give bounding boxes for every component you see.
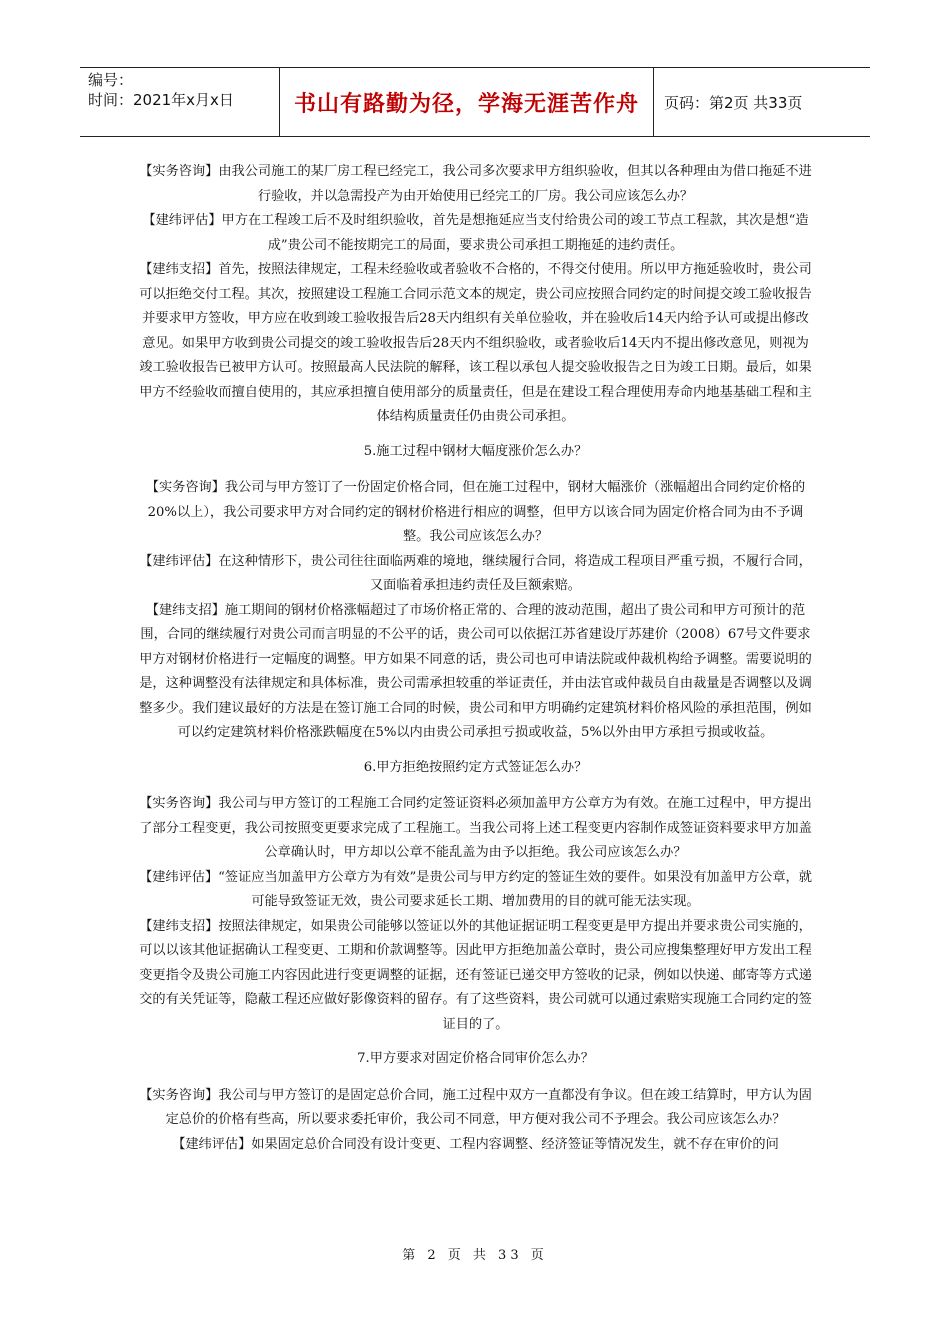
paragraph-advice: 【建纬支招】首先，按照法律规定，工程未经验收或者验收不合格的，不得交付使用。所以甲方拖延验收时，贵公司可以拒绝交付工程。其次，按照建设工程施工合同示范文本的规定，贵公司应按照合同约定的时间提交竣工验收报告并要求甲方签收，甲方应在收到竣工验收报告后28天内组织有关单位验收，并在验收后14天内给予认可或提出修改意见。如果甲方收到贵公司提交的竣工验收报告后28天内不组织验收，或者验收后14天内不提出修改意见，则视为竣工验收报告已被甲方认可。按照最高人民法院的解释，该工程以承包人提交验收报告之日为竣工日期。最后，如果甲方不经验收而擅自使用的，其应承担擅自使用部分的质量责任，但是在建设工程合理使用寿命内地基基础工程和主体结构质量责任仍由贵公司承担。: [139, 262, 812, 424]
header-motto: 书山有路勤为径，学海无涯苦作舟: [293, 91, 639, 117]
paragraph-assessment: 【建纬评估】在这种情形下，贵公司往往面临两难的境地，继续履行合同，将造成工程项目严重亏损，不履行合同，又面临着承担违约责任及巨额索赔。: [139, 553, 812, 593]
paragraph-advice: 【建纬支招】按照法律规定，如果贵公司能够以签证以外的其他证据证明工程变更是甲方提出并要求贵公司实施的，可以以该其他证据确认工程变更、工期和价款调整等。因此甲方拒绝加盖公章时，贵公司应搜集整理好甲方发出工程变更指令及贵公司施工内容因此进行变更调整的证据，还有签证已递交甲方签收的记录，例如以快递、邮寄等方式递交的有关凭证等，隐蔽工程还应做好影像资料的留存。有了这些资料，贵公司就可以通过索赔实现施工合同约定的签证目的了。: [139, 918, 812, 1032]
section-fixed-price-audit: [138, 1047, 813, 1157]
document-body: [138, 160, 813, 1157]
section-title: 7.甲方要求对固定价格合同审价怎么办？: [357, 1051, 594, 1066]
section-workshop-acceptance: [138, 160, 813, 430]
paragraph-consult: 【实务咨询】由我公司施工的某厂房工程已经完工，我公司多次要求甲方组织验收，但其以各种理由为借口拖延不进行验收，并以急需投产为由开始使用已经完工的厂房。我公司应该怎么办？: [139, 164, 812, 204]
section-title: 6.甲方拒绝按照约定方式签证怎么办？: [363, 759, 588, 775]
paragraph-assessment: 【建纬评估】如果固定总价合同没有设计变更、工程内容调整、经济签证等情况发生，就不存在审价的问: [172, 1136, 779, 1152]
header-meta-cell: [80, 68, 280, 136]
header-motto-cell: [280, 68, 654, 136]
document-number-label: 编号：: [88, 71, 134, 89]
document-time-label: 时间：2021年x月x日: [88, 91, 234, 109]
page-footer: 第 2 页 共 33 页: [402, 1248, 548, 1263]
header-page-cell: [654, 68, 870, 136]
paragraph-consult: 【实务咨询】我公司与甲方签订了一份固定价格合同，但在施工过程中，钢材大幅涨价（涨幅超出合同约定价格的20%以上），我公司要求甲方对合同约定的钢材价格进行相应的调整，但甲方以该合同为固定价格合同为由不予调整。我公司应该怎么办？: [145, 480, 806, 544]
paragraph-advice: 【建纬支招】施工期间的钢材价格涨幅超过了市场价格正常的、合理的波动范围，超出了贵公司和甲方可预计的范围，合同的继续履行对贵公司而言明显的不公平的话，贵公司可以依据江苏省建设厅苏建价（2008）67号文件要求甲方对钢材价格进行一定幅度的调整。甲方如果不同意的话，贵公司也可申请法院或仲裁机构给予调整。需要说明的是，这种调整没有法律规定和具体标准，贵公司需承担较重的举证责任，并由法官或仲裁员自由裁量是否调整以及调整多少。我们建议最好的方法是在签订施工合同的时候，贵公司和甲方明确约定建筑材料价格风险的承担范围，例如可以约定建筑材料价格涨跌幅度在5%以内由贵公司承担亏损或收益，5%以外由甲方承担亏损或收益。: [139, 602, 812, 740]
section-steel-price: [138, 440, 813, 746]
paragraph-consult: 【实务咨询】我公司与甲方签订的工程施工合同约定签证资料必须加盖甲方公章方为有效。在施工过程中，甲方提出了部分工程变更，我公司按照变更要求完成了工程施工。当我公司将上述工程变更内容制作成签证资料要求甲方加盖公章确认时，甲方却以公章不能乱盖为由予以拒绝。我公司应该怎么办？: [139, 796, 812, 860]
section-visa-refusal: [138, 756, 813, 1038]
paragraph-assessment: 【建纬评估】甲方在工程竣工后不及时组织验收，首先是想拖延应当支付给贵公司的竣工节点工程款，其次是想“造成”贵公司不能按期完工的局面，要求贵公司承担工期拖延的违约责任。: [142, 213, 809, 253]
paragraph-consult: 【实务咨询】我公司与甲方签订的是固定总价合同，施工过程中双方一直都没有争议。但在竣工结算时，甲方认为固定总价的价格有些高，所以要求委托审价，我公司不同意，甲方便对我公司不予理会。我公司应该怎么办？: [139, 1087, 812, 1127]
page-header: [80, 67, 870, 137]
header-page-number: 页码：第2页 共33页: [664, 93, 803, 112]
paragraph-assessment: 【建纬评估】“签证应当加盖甲方公章方为有效”是贵公司与甲方约定的签证生效的要件。如果没有加盖甲方公章，就可能导致签证无效，贵公司要求延长工期、增加费用的目的就可能无法实现。: [139, 869, 812, 909]
section-title: 5.施工过程中钢材大幅度涨价怎么办？: [363, 443, 588, 459]
